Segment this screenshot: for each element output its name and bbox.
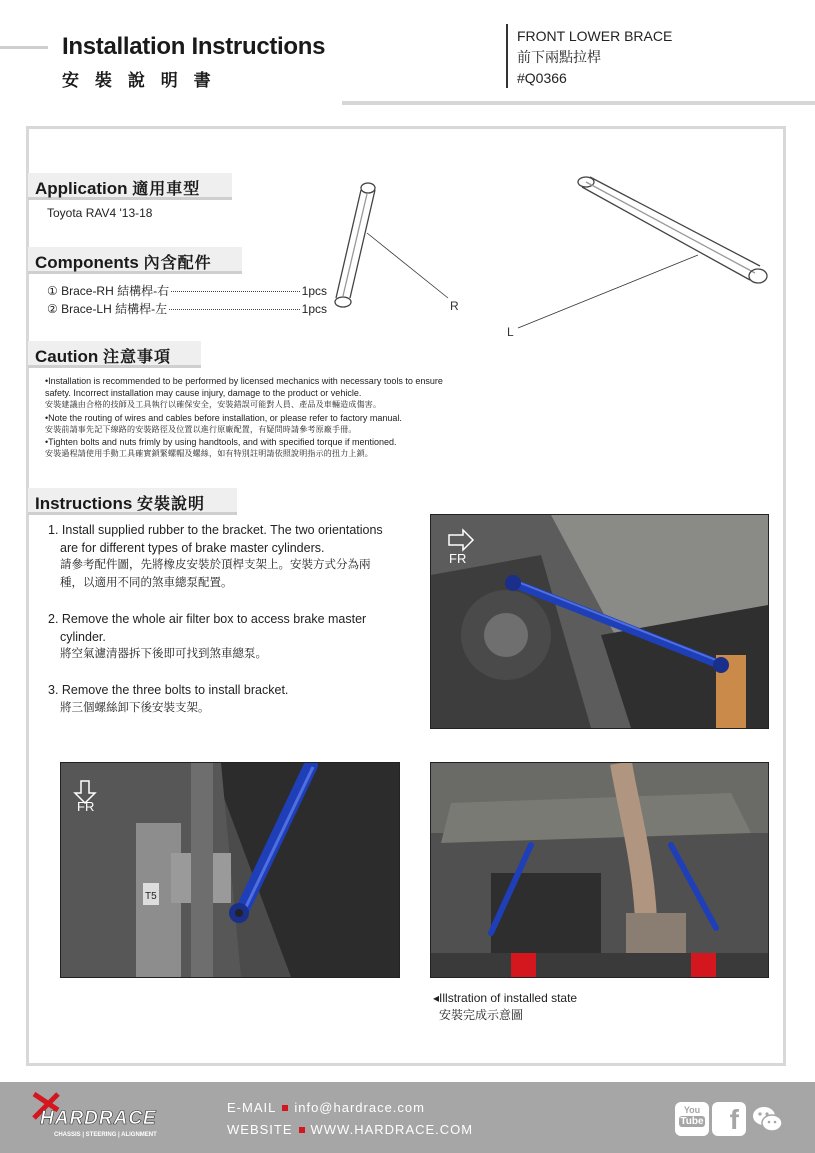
- page-title: Installation Instructions: [62, 33, 326, 60]
- website-label: WEBSITE: [227, 1122, 293, 1137]
- caution-heading-zh: 注意事項: [103, 347, 172, 366]
- component-name: ① Brace-RH 結構桿-右: [47, 284, 170, 298]
- step-text-zh: 將三個螺絲卸下後安裝支架。: [60, 701, 210, 714]
- email-link[interactable]: info@hardrace.com: [294, 1100, 425, 1115]
- step-text: cylinder.: [60, 629, 106, 644]
- brand-name: HARDRACE: [40, 1108, 157, 1129]
- product-name: FRONT LOWER BRACE: [517, 28, 673, 44]
- dot-leader: [169, 309, 300, 310]
- component-qty: 1pcs: [301, 284, 327, 298]
- instruction-step: [48, 682, 408, 717]
- caution-item-zh: 安裝前請事先記下線路的安裝路徑及位置以進行原廠配置，有疑問時請參考原廠手冊。: [45, 424, 357, 434]
- footer-email-line: [227, 1100, 425, 1115]
- brand-tagline: CHASSIS | STEERING | ALIGNMENT: [54, 1132, 157, 1138]
- photo-caption: [433, 990, 577, 1024]
- application-heading-zh: 適用車型: [132, 179, 201, 198]
- component-row: [47, 282, 327, 299]
- wechat-icon[interactable]: [750, 1102, 784, 1136]
- photo-installed-state: [430, 762, 769, 978]
- step-text: 2. Remove the whole air filter box to access brake master: [48, 612, 367, 626]
- dot-leader: [171, 291, 300, 292]
- youtube-icon-top: You: [683, 1105, 701, 1115]
- leader-line-r: [367, 233, 448, 298]
- facebook-icon[interactable]: [712, 1102, 746, 1136]
- footer-website-line: [227, 1122, 473, 1137]
- caution-item-en: •Tighten bolts and nuts frimly by using handtools, and with specified torque if mentioned.: [45, 437, 397, 448]
- components-heading: [28, 247, 242, 274]
- caption-en: ◂Illstration of installed state: [433, 991, 578, 1005]
- header-rule-left: [0, 46, 48, 49]
- components-diagram: [320, 170, 780, 345]
- email-label: E-MAIL: [227, 1100, 277, 1115]
- product-name-zh: 前下兩點拉桿: [517, 49, 601, 65]
- application-heading: [28, 173, 232, 200]
- bullet-square: [299, 1127, 305, 1133]
- components-heading-zh: 內含配件: [143, 253, 212, 272]
- website-link[interactable]: WWW.HARDRACE.COM: [310, 1122, 474, 1137]
- step-text-zh: 種，以適用不同的煞車總泵配置。: [60, 576, 233, 589]
- photo-step-2: [60, 762, 400, 978]
- photo-step-1: [430, 514, 769, 729]
- bullet-square: [282, 1105, 288, 1111]
- page-subtitle: 安 裝 說 明 書: [62, 71, 216, 91]
- caution-item-zh: 安裝過程請使用手動工具確實鎖緊螺帽及螺絲，如有特別註明請依照說明指示的扭力上鎖。: [45, 449, 373, 459]
- part-tag: T5: [145, 891, 157, 902]
- caution-list: [45, 375, 465, 460]
- step-text: 3. Remove the three bolts to install bracket.: [48, 683, 289, 697]
- label-l: L: [507, 325, 514, 339]
- step-text: are for different types of brake master cylinders.: [60, 540, 325, 555]
- step-text-zh: 將空氣濾清器拆下後即可找到煞車總泵。: [60, 648, 267, 660]
- application-heading-en: Application: [35, 179, 128, 198]
- brace-lh-illustration: [578, 177, 767, 283]
- youtube-icon[interactable]: [675, 1102, 709, 1136]
- brand-logo: [28, 1088, 188, 1142]
- instruction-step: [48, 611, 408, 664]
- caption-zh: 安裝完成示意圖: [439, 1008, 524, 1022]
- components-heading-en: Components: [35, 253, 139, 272]
- caution-item-zh: 安裝建議由合格的技師及工具執行以確保安全，安裝錯誤可能對人員、產品及車輛造成傷害。: [45, 400, 382, 410]
- step-text: 1. Install supplied rubber to the bracket. The two orientations: [48, 523, 383, 537]
- leader-line-l: [518, 255, 698, 328]
- component-name: ② Brace-LH 結構桿-左: [47, 302, 168, 316]
- caution-item-en: •Installation is recommended to be performed by licensed mechanics with necessary tools to ensure safety. Incorrect installation may cause injury, damage to the product or vehicle.: [45, 376, 443, 399]
- product-info: [517, 26, 672, 89]
- part-number: #Q0366: [517, 70, 567, 86]
- facebook-glyph: f: [729, 1104, 739, 1135]
- caution-heading: [28, 341, 201, 368]
- instructions-heading-en: Instructions: [35, 494, 133, 513]
- instruction-step: [48, 522, 408, 592]
- fr-label: FR: [77, 799, 95, 814]
- instructions-heading-zh: 安裝說明: [137, 494, 206, 513]
- header-divider: [506, 24, 508, 88]
- component-row: [47, 300, 327, 317]
- caution-heading-en: Caution: [35, 347, 99, 366]
- component-qty: 1pcs: [301, 302, 327, 316]
- brace-rh-illustration: [335, 183, 375, 307]
- caution-item-en: •Note the routing of wires and cables before installation, or please refer to factory manual.: [45, 412, 402, 423]
- youtube-icon-bottom: Tube: [680, 1116, 704, 1127]
- label-r: R: [450, 299, 459, 313]
- fr-label: FR: [449, 551, 467, 566]
- instructions-heading: [28, 488, 237, 515]
- vehicle-model: Toyota RAV4 '13-18: [47, 206, 153, 220]
- step-text-zh: 請參考配件圖，先將橡皮安裝於頂桿支架上。安裝方式分為兩: [60, 559, 371, 571]
- header-rule-right: [342, 101, 815, 105]
